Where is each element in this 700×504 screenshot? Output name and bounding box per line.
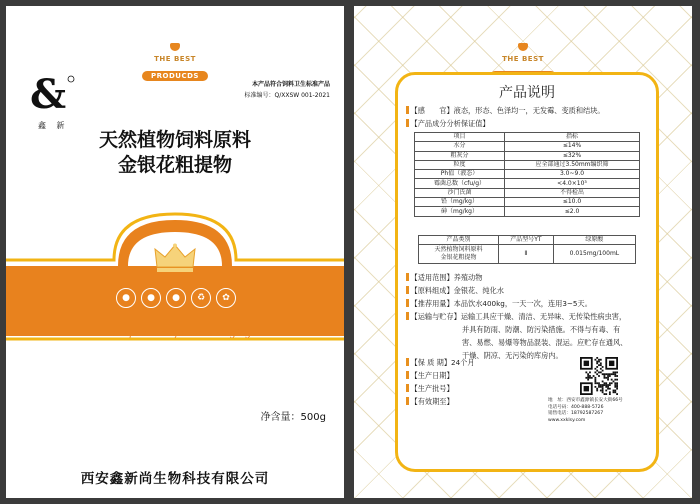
spec-cell: ≤32% xyxy=(505,151,640,160)
item-text: 金银花、纯化水 xyxy=(453,286,504,295)
spec-header-cell: 项目 xyxy=(415,133,505,142)
brand-top-text: THE BEST xyxy=(502,55,544,63)
shelf-label: 【保 质 期】 xyxy=(410,358,452,367)
qr-code-icon xyxy=(580,357,618,395)
spec-row xyxy=(415,170,640,179)
expiry-row xyxy=(406,397,454,407)
expiry-label: 【有效期至】 xyxy=(410,397,454,406)
item-text: 本品饮水400kg，一天一次，连用3~5天。 xyxy=(453,299,592,308)
storage-label: 【运输与贮存】 xyxy=(410,312,461,321)
front-panel xyxy=(6,6,344,498)
spec-row xyxy=(415,179,640,188)
standard-code: 标准编号：Q/XXSW 001-2021 xyxy=(244,92,330,99)
ampersand-logo-icon xyxy=(26,74,80,116)
svg-text:&: & xyxy=(30,74,67,116)
recycle-icon: ♻ xyxy=(191,288,211,308)
instructions-heading: 产品说明 xyxy=(499,85,555,101)
storage-line: 害、易燃、易爆等物品混装、混运。应贮存在通风、 xyxy=(462,338,628,347)
crown-icon xyxy=(153,243,197,277)
pig-icon: ● xyxy=(116,288,136,308)
spec-cell: ≤10.0 xyxy=(505,198,640,207)
contact-phone: 电话号码：400-888-5726 xyxy=(548,404,604,410)
item-row xyxy=(406,286,504,296)
sense-row xyxy=(406,106,605,116)
spec-cell: 粒度 xyxy=(415,160,505,169)
spec-row xyxy=(415,207,640,216)
contact-address: 地 址：西安市鑫源镇长安大街66号 xyxy=(548,398,623,403)
product-table xyxy=(418,235,636,264)
item-label: 【推荐用量】 xyxy=(410,299,454,308)
spec-row xyxy=(415,198,640,207)
brand-top-text: THE BEST xyxy=(154,55,196,63)
date-label: 【生产日期】 xyxy=(410,371,454,380)
leaf-icon: ✿ xyxy=(216,288,236,308)
spec-row xyxy=(415,151,640,160)
item-text: 养殖动物 xyxy=(453,273,483,282)
spec-cell: 沙门氏菌 xyxy=(415,188,505,197)
logo-name: 鑫 新 xyxy=(38,121,69,130)
back-panel xyxy=(354,6,692,498)
product-cell: 0.015mg/100mL xyxy=(553,245,635,264)
spec-table xyxy=(414,132,640,217)
spec-row xyxy=(415,142,640,151)
spec-cell: ≤2.0 xyxy=(505,207,640,216)
spec-cell: Ph值（液态） xyxy=(415,170,505,179)
shelf-row xyxy=(406,358,475,368)
spec-cell: ≤14% xyxy=(505,142,640,151)
item-label: 【原料组成】 xyxy=(410,286,454,295)
product-cell: Ⅱ xyxy=(498,245,553,264)
spec-cell: 应全部通过3.50mm编织筛 xyxy=(505,160,640,169)
batch-row xyxy=(406,384,454,394)
spec-cell: 3.0~9.0 xyxy=(505,170,640,179)
sense-label: 【感 官】 xyxy=(410,106,454,115)
storage-line: 运输工具应干燥、清洁、无异味、无传染性病虫害， xyxy=(460,312,627,321)
company-name: 西安鑫新尚生物科技有限公司 xyxy=(80,471,270,487)
product-title-2: 金银花粗提物 xyxy=(117,154,232,176)
contact-sales: 销售电话：18792587267 xyxy=(548,411,604,417)
chicken-icon: ● xyxy=(166,288,186,308)
batch-label: 【生产批号】 xyxy=(410,384,454,393)
item-row xyxy=(406,273,482,283)
cow-icon: ● xyxy=(141,288,161,308)
storage-row xyxy=(406,312,626,322)
spec-row xyxy=(415,188,640,197)
product-header-cell: 产品型号YT xyxy=(498,236,553,245)
net-weight: 净含量：500g xyxy=(260,412,326,423)
spec-header-cell: 指标 xyxy=(505,133,640,142)
shelf-text: 24个月 xyxy=(451,358,475,367)
date-row xyxy=(406,371,454,381)
crest-icon xyxy=(518,43,528,51)
contact-website: www.xxklsy.com xyxy=(548,417,586,423)
crest-icon xyxy=(170,43,180,51)
product-cell: 天然植物饲料原料 金银花粗提物 xyxy=(419,245,499,264)
spec-cell: 砷（mg/kg） xyxy=(415,207,505,216)
product-title-1: 天然植物饲料原料 xyxy=(98,129,251,151)
item-row xyxy=(406,299,592,309)
spec-cell: <4.0×10³ xyxy=(505,179,640,188)
contact-block xyxy=(548,398,623,424)
sense-text: 液态，形态、色泽均一，无发霉、变质和结块。 xyxy=(453,106,605,115)
spec-cell: 不得检出 xyxy=(505,188,640,197)
analysis-label: 【产品成分分析保证值】 xyxy=(410,119,490,128)
product-header-cell: 产品类别 xyxy=(419,236,499,245)
spec-cell: 铅（mg/kg） xyxy=(415,198,505,207)
storage-line: 干燥、阴凉、无污染的库房内。 xyxy=(462,351,563,360)
spec-cell: 霉菌总数（cfu/g） xyxy=(415,179,505,188)
instruction-card xyxy=(395,72,659,472)
brand-pill: PRODUCDS xyxy=(142,71,208,81)
slogan: Free space comfortable singing xyxy=(98,328,252,339)
spec-row xyxy=(415,160,640,169)
product-header-cell: 绿原酸 xyxy=(553,236,635,245)
item-label: 【适用范围】 xyxy=(410,273,454,282)
spec-cell: 粗灰分 xyxy=(415,151,505,160)
storage-line: 并具有防雨、防潮、防污染措施。不得与有毒、有 xyxy=(462,325,621,334)
analysis-row xyxy=(406,119,490,129)
spec-cell: 水分 xyxy=(415,142,505,151)
standard-line: 本产品符合饲料卫生标准产品 xyxy=(251,81,330,88)
